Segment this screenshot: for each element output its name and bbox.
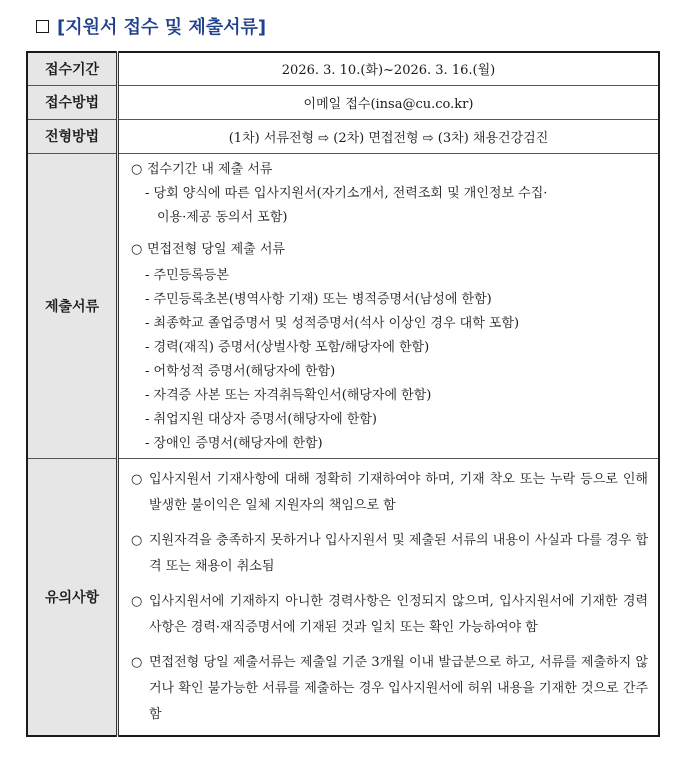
note-item: ○ 지원자격을 충족하지 못하거나 입사지원서 및 제출된 서류의 내용이 사실과 다를 경우 합격 또는 채용이 취소됨	[131, 528, 654, 580]
documents-section-2	[131, 238, 652, 262]
row-method	[27, 85, 659, 119]
screening-label: 전형방법	[27, 119, 118, 153]
list-item: - 당회 양식에 따른 입사지원서(자기소개서, 전력조회 및 개인정보 수집·	[145, 185, 548, 201]
note-item: ○ 입사지원서 기재사항에 대해 정확히 기재하여야 하며, 기재 착오 또는 누락 등으로 인해 발생한 불이익은 일체 지원자의 책임으로 함	[131, 467, 654, 519]
circle-bullet-icon: ○	[131, 533, 143, 549]
circle-bullet-icon: ○	[131, 161, 143, 177]
method-label: 접수방법	[27, 85, 118, 119]
arrow-icon: ⇨	[318, 130, 330, 146]
application-info-table	[26, 51, 660, 737]
period-value: 2026. 3. 10.(화)~2026. 3. 16.(월)	[118, 52, 660, 85]
circle-bullet-icon: ○	[131, 472, 143, 488]
notes-value	[118, 458, 660, 736]
documents-label: 제출서류	[27, 153, 118, 458]
circle-bullet-icon: ○	[131, 241, 143, 257]
row-screening	[27, 119, 659, 153]
section-2-title: 면접전형 당일 제출 서류	[147, 241, 285, 257]
heading-text: [지원서 접수 및 제출서류]	[57, 17, 267, 38]
screening-step2: (2차) 면접전형	[333, 130, 419, 146]
period-label: 접수기간	[27, 52, 118, 85]
screening-value	[118, 119, 660, 153]
list-item: - 주민등록초본(병역사항 기재) 또는 병적증명서(남성에 한함)	[145, 291, 492, 307]
row-notes	[27, 458, 659, 736]
arrow-icon: ⇨	[422, 130, 434, 146]
circle-bullet-icon: ○	[131, 655, 143, 671]
list-item: - 어학성적 증명서(해당자에 한함)	[145, 363, 336, 379]
list-item: - 자격증 사본 또는 자격취득확인서(해당자에 한함)	[145, 387, 432, 403]
list-item: - 주민등록등본	[145, 267, 229, 283]
row-documents	[27, 153, 659, 458]
checkbox-square-icon	[36, 20, 49, 33]
screening-step3: (3차) 채용건강검진	[437, 130, 549, 146]
note-item: ○ 면접전형 당일 제출서류는 제출일 기준 3개월 이내 발급분으로 하고, 서류를 제출하지 않거나 확인 불가능한 서류를 제출하는 경우 입사지원서에 허위 내용을 기재한 것으로 간주함	[131, 650, 654, 728]
list-item: - 장애인 증명서(해당자에 한함)	[145, 435, 323, 451]
row-period	[27, 52, 659, 85]
list-item: - 경력(재직) 증명서(상벌사항 포함/해당자에 한함)	[145, 339, 430, 355]
documents-section-1	[131, 158, 652, 182]
note-item: ○ 입사지원서에 기재하지 아니한 경력사항은 인정되지 않으며, 입사지원서에 기재한 경력사항은 경력·재직증명서에 기재된 것과 일치 또는 확인 가능하여야 함	[131, 589, 654, 641]
documents-value	[118, 153, 660, 458]
notes-label: 유의사항	[27, 458, 118, 736]
section-1-title: 접수기간 내 제출 서류	[147, 161, 273, 177]
list-item: - 취업지원 대상자 증명서(해당자에 한함)	[145, 411, 377, 427]
list-item: - 최종학교 졸업증명서 및 성적증명서(석사 이상인 경우 대학 포함)	[145, 315, 520, 331]
list-item: 이용·제공 동의서 포함)	[157, 209, 288, 225]
method-value: 이메일 접수(insa@cu.co.kr)	[118, 85, 660, 119]
circle-bullet-icon: ○	[131, 594, 143, 610]
screening-step1: (1차) 서류전형	[228, 130, 315, 146]
section-heading	[36, 9, 266, 43]
